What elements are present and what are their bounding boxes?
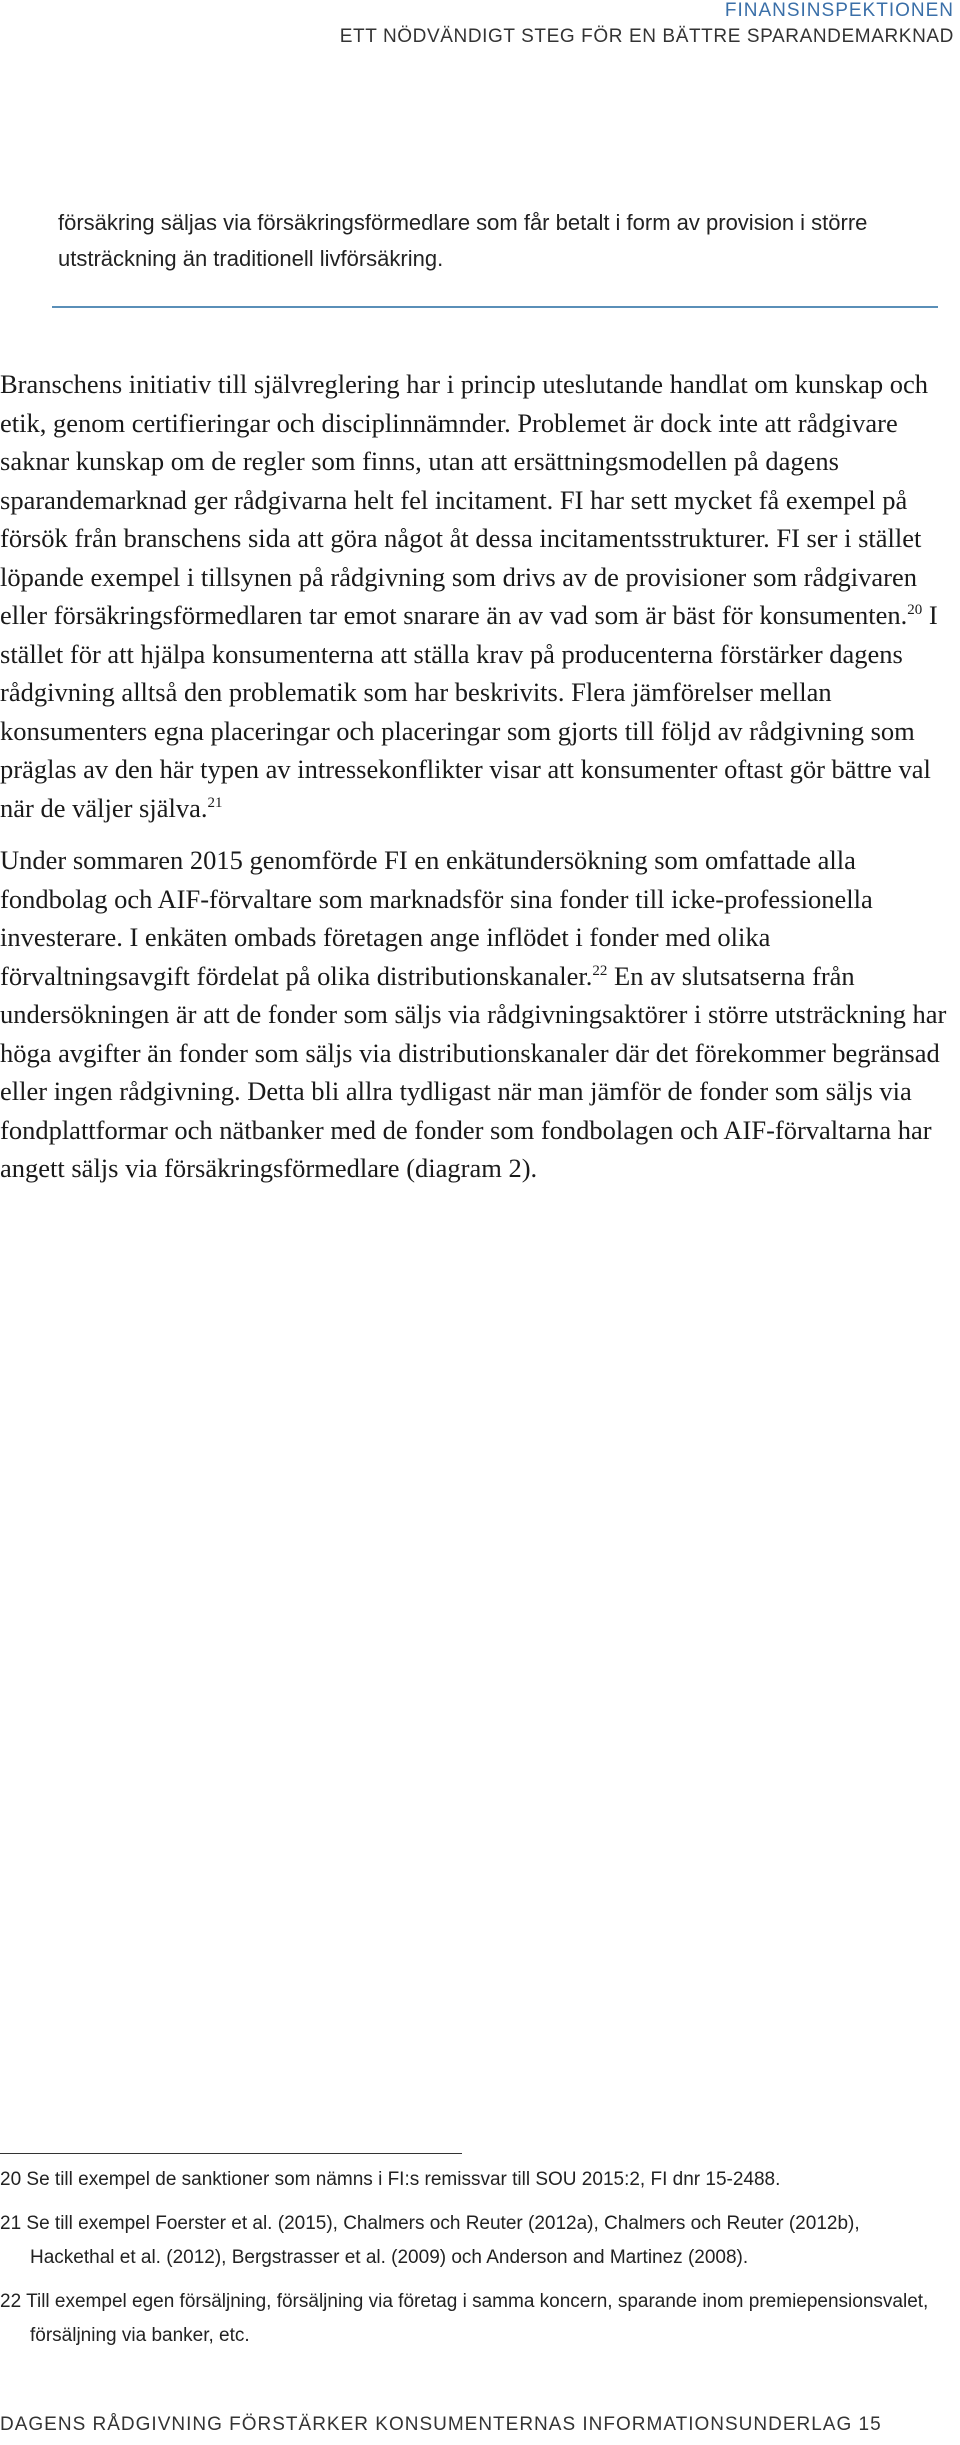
header-org: FINANSINSPEKTIONEN bbox=[724, 0, 954, 21]
paragraph-2-text-b: En av slutsatserna från undersökningen är att de fonder som säljs via rådgivningsaktörer i större utsträckning har höga avgifter än fonder som säljs via distributionskanaler där det förekommer begränsad eller ingen rådgivning. Detta bli allra tydligast när man jämför de fonder som säljs via fondplattformar och nätbanker med de fonder som fondbolagen och AIF-förvaltarna har angett säljs via försäkringsförmedlare (diagram 2). bbox=[0, 960, 947, 1183]
page-number: 15 bbox=[858, 2414, 882, 2435]
paragraph-2 bbox=[0, 841, 948, 1188]
paragraph-1 bbox=[0, 365, 948, 827]
footnote-ref-21: 21 bbox=[207, 794, 223, 811]
footnote-22: 22 Till exempel egen försäljning, försäljning via företag i samma koncern, sparande inom premiepensionsvalet, försäljning via banker, etc. bbox=[0, 2290, 929, 2346]
footnote-21: 21 Se till exempel Foerster et al. (2015), Chalmers och Reuter (2012a), Chalmers och Reuter (2012b), Hackethal et al. (2012), Bergstrasser et al. (2009) och Anderson and Martinez (2008). bbox=[0, 2212, 860, 2268]
paragraph-2-text-a: Under sommaren 2015 genomförde FI en enkätundersökning som omfattade alla fondbolag och AIF-förvaltare som marknadsför sina fonder till icke-professionella investerare. I enkäten ombads företagen ange inflödet i fonder med olika förvaltningsavgift fördelat på olika distributionskanaler. bbox=[0, 845, 873, 991]
footnote-20: 20 Se till exempel de sanktioner som nämns i FI:s remissvar till SOU 2015:2, FI dnr 15-2488. bbox=[0, 2169, 781, 2190]
box-divider bbox=[52, 306, 938, 308]
footnotes bbox=[0, 2163, 940, 2363]
page-footer bbox=[0, 2414, 960, 2436]
footnote-ref-22: 22 bbox=[592, 962, 608, 979]
body-text bbox=[0, 365, 948, 1202]
footnote-divider bbox=[0, 2153, 462, 2154]
paragraph-1-text-b: I stället för att hjälpa konsumenterna att ställa krav på producenterna förstärker dagens rådgivning alltså den problematik som har beskrivits. Flera jämförelser mellan konsumenters egna placeringar och placeringar som gjorts till följd av rådgivning som präglas av den här typen av intressekonflikter visar att konsumenter oftast gör bättre val när de väljer själva. bbox=[0, 600, 938, 823]
header-report-title: ETT NÖDVÄNDIGT STEG FÖR EN BÄTTRE SPARANDEMARKNAD bbox=[339, 26, 954, 47]
footnote-ref-20: 20 bbox=[907, 602, 923, 619]
footer-title: DAGENS RÅDGIVNING FÖRSTÄRKER KONSUMENTERNAS INFORMATIONSUNDERLAG bbox=[0, 2414, 853, 2435]
paragraph-1-text-a: Branschens initiativ till självreglering har i princip uteslutande handlat om kunskap och etik, genom certifieringar och disciplinnämnder. Problemet är dock inte att rådgivare saknar kunskap om de regler som finns, utan att ersättningsmodellen på dagens sparandemarknad ger rådgivarna helt fel incitament. FI har sett mycket få exempel på försök från branschens sida att göra något åt dessa incitamentsstrukturer. FI ser i stället löpande exempel i tillsynen på rådgivning som drivs av de provisioner som rådgivaren eller försäkringsförmedlaren tar emot snarare än av vad som är bäst för konsumenten. bbox=[0, 369, 929, 630]
box-text: försäkring säljas via försäkringsförmedlare som får betalt i form av provision i större utsträckning än traditionell livförsäkring. bbox=[58, 210, 868, 271]
